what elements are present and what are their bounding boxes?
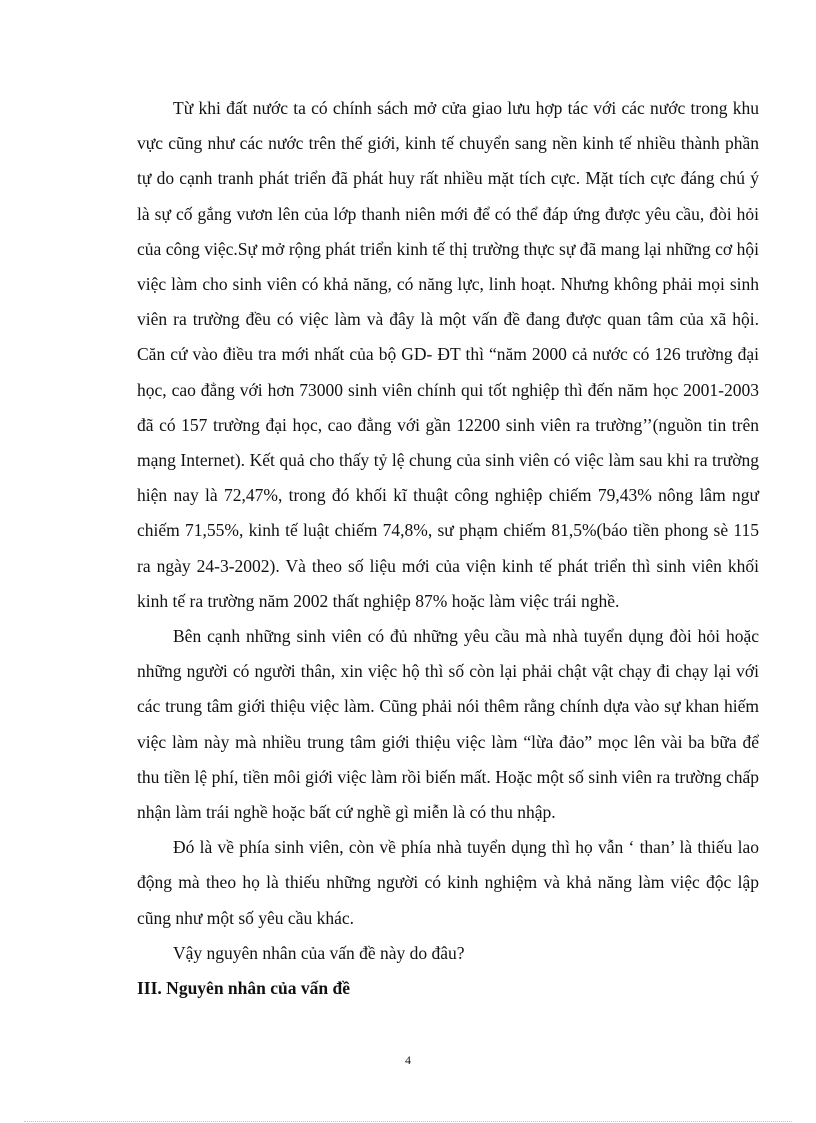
page-number: 4 — [405, 1053, 411, 1067]
paragraph-employers: Đó là về phía sinh viên, còn về phía nhà tuyển dụng thì họ vẫn ‘ than’ là thiếu lao động mà theo họ là thiếu những người có kinh nghiệm và khả năng làm việc độc lập cũng như một số yêu cầu khác. — [137, 837, 759, 928]
paragraph-statistics: Từ khi đất nước ta có chính sách mở cửa giao lưu hợp tác với các nước trong khu vực cũng như các nước trên thế giới, kinh tế chuyển sang nền kinh tế nhiều thành phần tự do cạnh tranh phát triển đã phát huy rất nhiều mặt tích cực. Mặt tích cực đáng chú ý là sự cố gắng vươn lên của lớp thanh niên mới để có thể đáp ứng được yêu cầu, đòi hỏi của công việc.Sự mở rộng phát triển kinh tế thị trường thực sự đã mang lại những cơ hội việc làm cho sinh viên có khả năng, có năng lực, linh hoạt. Nhưng không phải mọi sinh viên ra trường đều có việc làm và đây là một vấn đề đang được quan tâm của xã hội. Căn cứ vào điều tra mới nhất của bộ GD- ĐT thì “năm 2000 cả nước có 126 trường đại học, cao đẳng với hơn 73000 sinh viên chính qui tốt nghiệp thì đến năm học 2001-2003 đã có 157 trường đại học, cao đẳng với gần 12200 sinh viên ra trường’’(nguồn tin trên mạng Internet). Kết quả cho thấy tỷ lệ chung của sinh viên có việc làm sau khi ra trường hiện nay là 72,47%, trong đó khối kĩ thuật công nghiệp chiếm 79,43% nông lâm ngư chiếm 71,55%, kinh tế luật chiếm 74,8%, sư phạm chiếm 81,5%(báo tiền phong sè 115 ra ngày 24-3-2002). Và theo số liệu mới của viện kinh tế phát triển thì sinh viên khối kinh tế ra trường năm 2002 thất nghiệp 87% hoặc làm việc trái nghề. — [137, 98, 759, 611]
section-heading: III. Nguyên nhân của vấn đề — [137, 978, 350, 999]
page-content — [137, 91, 759, 1006]
paragraph-question: Vậy nguyên nhân của vấn đề này do đâu? — [173, 942, 465, 963]
paragraph-job-seeking: Bên cạnh những sinh viên có đủ những yêu cầu mà nhà tuyển dụng đòi hỏi hoặc những người có người thân, xin việc hộ thì số còn lại phải chật vật chạy đi chạy lại với các trung tâm giới thiệu việc làm. Cũng phải nói thêm rằng chính dựa vào sự khan hiếm việc làm này mà nhiều trung tâm giới thiệu việc làm “lừa đảo” mọc lên vài ba bữa để thu tiền lệ phí, tiền môi giới việc làm rồi biến mất. Hoặc một số sinh viên ra trường chấp nhận làm trái nghề hoặc bất cứ nghề gì miễn là có thu nhập. — [137, 626, 759, 823]
page-divider — [24, 1121, 792, 1122]
